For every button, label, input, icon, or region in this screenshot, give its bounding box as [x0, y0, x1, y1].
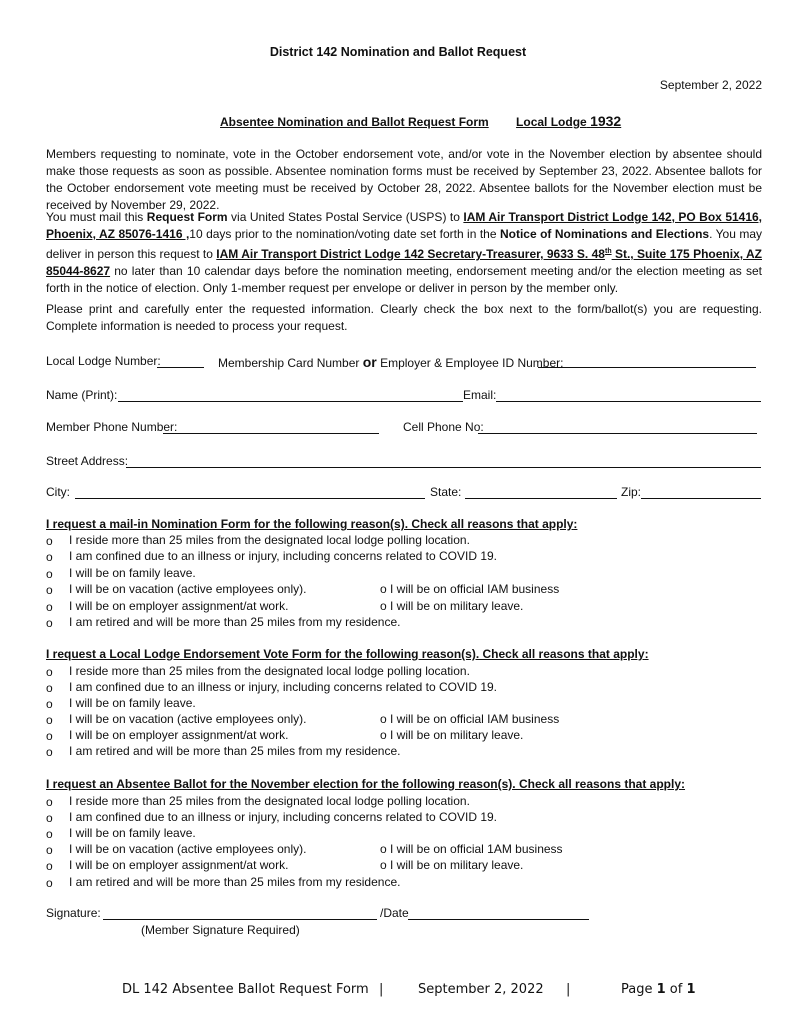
option-label: I reside more than 25 miles from the designated local lodge polling location.: [69, 664, 470, 678]
checkbox-bullet[interactable]: o: [46, 745, 53, 759]
checkbox-bullet[interactable]: o: [46, 567, 53, 581]
state-label: State:: [430, 485, 462, 499]
option-label: I am confined due to an illness or injury, including concerns related to COVID 19.: [69, 549, 498, 563]
checkbox-bullet[interactable]: o: [46, 534, 53, 548]
footer-form-name: DL 142 Absentee Ballot Request Form: [122, 982, 369, 997]
signature-note: (Member Signature Required): [141, 923, 300, 937]
option-label-right[interactable]: o I will be on official 1AM business: [380, 842, 563, 856]
option-label: I will be on employer assignment/at work.: [69, 728, 289, 742]
footer-separator: |: [379, 982, 384, 997]
checkbox-bullet[interactable]: o: [46, 827, 53, 841]
checkbox-bullet[interactable]: o: [46, 876, 53, 890]
member-phone-field[interactable]: [163, 433, 379, 434]
footer-separator: |: [566, 982, 571, 997]
option-label: I will be on family leave.: [69, 696, 196, 710]
option-label: I will be on vacation (active employees only).: [69, 842, 307, 856]
cell-phone-field[interactable]: [478, 433, 757, 434]
option-label: I will be on employer assignment/at work.: [69, 858, 289, 872]
option-label: I will be on vacation (active employees only).: [69, 712, 307, 726]
local-lodge-heading-number: 1932: [590, 113, 622, 129]
zip-label: Zip:: [621, 485, 642, 499]
option-label: I reside more than 25 miles from the designated local lodge polling location.: [69, 794, 470, 808]
document-date: September 2, 2022: [659, 78, 762, 92]
checkbox-bullet[interactable]: o: [46, 795, 53, 809]
option-label-right[interactable]: o I will be on military leave.: [380, 858, 524, 872]
option-label-right[interactable]: o I will be on military leave.: [380, 599, 524, 613]
checkbox-bullet[interactable]: o: [46, 583, 53, 597]
local-lodge-number-label: Local Lodge Number:: [46, 354, 161, 368]
document-title: District 142 Nomination and Ballot Request: [269, 45, 527, 59]
name-field[interactable]: [118, 401, 463, 402]
intro-paragraph-3: Please print and carefully enter the requested information. Clearly check the box next to the form/ballot(s) you are requesting. Complete information is needed to process your request.: [46, 302, 762, 333]
checkbox-bullet[interactable]: o: [46, 681, 53, 695]
membership-id-field[interactable]: [538, 367, 756, 368]
option-label-right[interactable]: o I will be on military leave.: [380, 728, 524, 742]
state-field[interactable]: [465, 498, 617, 499]
option-label: I will be on family leave.: [69, 826, 196, 840]
checkbox-bullet[interactable]: o: [46, 600, 53, 614]
absentee-ballot-section-heading: I request an Absentee Ballot for the November election for the following reason(s). Check all reasons that apply:: [46, 777, 686, 791]
zip-field[interactable]: [641, 498, 761, 499]
option-label-right[interactable]: o I will be on official IAM business: [380, 712, 560, 726]
form-title: Absentee Nomination and Ballot Request Form: [220, 115, 489, 129]
checkbox-bullet[interactable]: o: [46, 811, 53, 825]
option-label: I am retired and will be more than 25 miles from my residence.: [69, 875, 401, 889]
cell-phone-label: Cell Phone No:: [403, 420, 484, 434]
membership-label: Membership Card Number or Employer & Employee ID Number:: [218, 354, 564, 370]
footer-date: September 2, 2022: [418, 982, 544, 997]
option-label: I am confined due to an illness or injury, including concerns related to COVID 19.: [69, 810, 498, 824]
email-label: Email:: [463, 388, 497, 402]
date-field[interactable]: [408, 919, 589, 920]
checkbox-bullet[interactable]: o: [46, 697, 53, 711]
date-label: /Date: [380, 906, 409, 920]
checkbox-bullet[interactable]: o: [46, 713, 53, 727]
option-label-right[interactable]: o I will be on official IAM business: [380, 582, 560, 596]
checkbox-bullet[interactable]: o: [46, 729, 53, 743]
option-label: I will be on employer assignment/at work.: [69, 599, 289, 613]
option-label: I am retired and will be more than 25 miles from my residence.: [69, 615, 401, 629]
local-lodge-number-field[interactable]: [157, 367, 204, 368]
nomination-section-heading: I request a mail-in Nomination Form for the following reason(s). Check all reasons that apply:: [46, 517, 578, 531]
footer-page-number: Page 1 of 1: [621, 982, 696, 997]
checkbox-bullet[interactable]: o: [46, 665, 53, 679]
checkbox-bullet[interactable]: o: [46, 616, 53, 630]
city-field[interactable]: [75, 498, 425, 499]
option-label: I am retired and will be more than 25 miles from my residence.: [69, 744, 401, 758]
name-label: Name (Print):: [46, 388, 118, 402]
intro-paragraph-2: You must mail this Request Form via United States Postal Service (USPS) to IAM Air Transport District Lodge 142, PO Box 51416, Phoenix, AZ 85076-1416 ,10 days prior to the nomination/voting date set forth in the Notice of Nominations and Elections. You may deliver in person this request to IAM Air Transport District Lodge 142 Secretary-Treasurer, 9633 S. 48th St., Suite 175 Phoenix, AZ 85044-8627 no later than 10 calendar days before the nomination meeting, endorsement meeting and/or the election meeting as set forth in the notice of election. Only 1-member request per envelope or deliver in person by the member only.: [46, 210, 763, 295]
signature-field[interactable]: [103, 919, 377, 920]
checkbox-bullet[interactable]: o: [46, 843, 53, 857]
option-label: I will be on vacation (active employees only).: [69, 582, 307, 596]
form-heading: [220, 113, 621, 129]
street-address-label: Street Address:: [46, 454, 129, 468]
street-address-field[interactable]: [126, 467, 761, 468]
option-label: I reside more than 25 miles from the designated local lodge polling location.: [69, 533, 470, 547]
local-lodge-heading: Local Lodge 1932: [516, 113, 622, 129]
option-label: I will be on family leave.: [69, 566, 196, 580]
endorsement-section-heading: I request a Local Lodge Endorsement Vote Form for the following reason(s). Check all reasons that apply:: [46, 647, 649, 661]
option-label: I am confined due to an illness or injury, including concerns related to COVID 19.: [69, 680, 498, 694]
member-phone-label: Member Phone Number:: [46, 420, 178, 434]
signature-label: Signature:: [46, 906, 101, 920]
checkbox-bullet[interactable]: o: [46, 550, 53, 564]
checkbox-bullet[interactable]: o: [46, 859, 53, 873]
intro-paragraph-1: Members requesting to nominate, vote in the October endorsement vote, and/or vote in the November election by absentee should make those requests as soon as possible. Absentee nomination forms must be received by September 23, 2022. Absentee ballots for the October endorsement vote meeting must be received by October 28, 2022. Absentee ballots for the November election must be received by November 29, 2022.: [46, 147, 762, 212]
email-field[interactable]: [496, 401, 761, 402]
city-label: City:: [46, 485, 70, 499]
